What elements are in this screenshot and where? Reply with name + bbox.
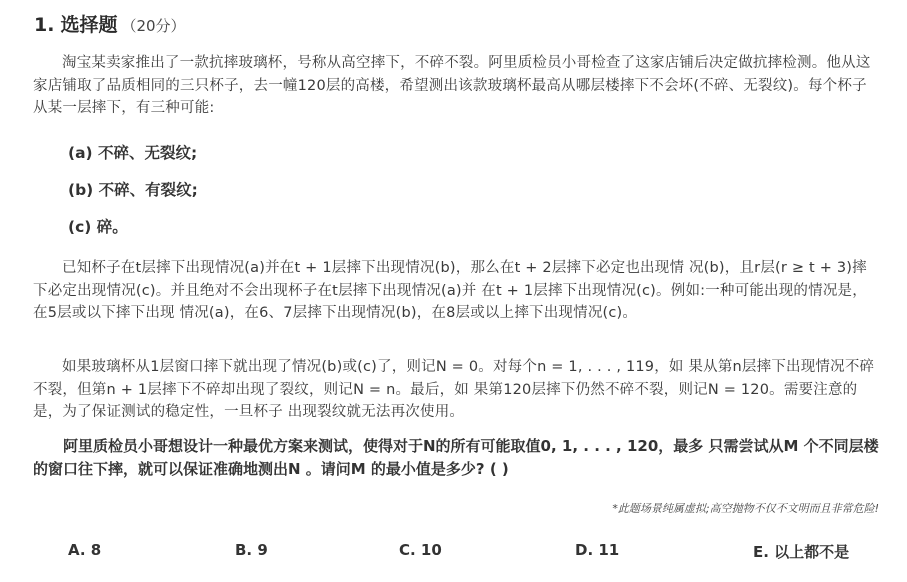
- choice-a[interactable]: A. 8: [68, 541, 102, 559]
- section-title: [34, 10, 186, 37]
- choice-c[interactable]: C. 10: [399, 541, 442, 559]
- choice-d[interactable]: D. 11: [575, 541, 620, 559]
- outcome-b: (b) 不碎、有裂纹;: [68, 181, 198, 199]
- section-score: （20分）: [121, 17, 186, 35]
- definition-paragraph: 如果玻璃杯从1层窗口摔下就出现了情况(b)或(c)了，则记N = 0。对每个n = 1, . . . , 119，如 果从第n层摔下出现情况不碎不裂，但第n + 1层摔下不碎却出现了裂纹，则记N = n。最后，如 果第120层摔下仍然不碎不裂，则记N = 120。需要注意的是，为了保证测试的稳定性，一旦杯子 出现裂纹就无法再次使用。: [33, 359, 875, 420]
- section-number: 1.: [34, 14, 55, 36]
- choice-b[interactable]: B. 9: [235, 541, 268, 559]
- outcome-c: (c) 碎。: [68, 218, 128, 236]
- rule-paragraph: 已知杯子在t层摔下出现情况(a)并在t + 1层摔下出现情况(b)，那么在t + 2层摔下必定也出现情 况(b)，且r层(r ≥ t + 3)摔下必定出现情况(c)。并且绝对不会出现杯子在t层摔下出现情况(a)并 在t + 1层摔下出现情况(c)。例如:一种可能出现的情况是，在5层或以下摔下出现 情况(a)，在6、7层摔下出现情况(b)，在8层或以上摔下出现情况(c)。: [33, 260, 867, 321]
- question-text: 阿里质检员小哥想设计一种最优方案来测试，使得对于N的所有可能取值0, 1, . . . , 120，最多 只需尝试从M 个不同层楼的窗口往下摔，就可以保证准确地测出N 。请问M 的最小值是多少? ( ): [33, 437, 879, 478]
- outcome-a: (a) 不碎、无裂纹;: [68, 144, 198, 162]
- disclaimer-note: *此题场景纯属虚拟;高空抛物不仅不文明而且非常危险!: [612, 502, 879, 515]
- section-title-text: 选择题: [60, 14, 118, 36]
- choice-e[interactable]: E. 以上都不是: [753, 543, 850, 561]
- intro-paragraph: 淘宝某卖家推出了一款抗摔玻璃杯，号称从高空摔下，不碎不裂。阿里质检员小哥检查了这家店铺后决定做抗摔检测。他从这家店铺取了品质相同的三只杯子，去一幢120层的高楼，希望测出该款玻璃杯最高从哪层楼摔下不会坏(不碎、无裂纹)。每个杯子从某一层摔下，有三种可能:: [33, 55, 871, 116]
